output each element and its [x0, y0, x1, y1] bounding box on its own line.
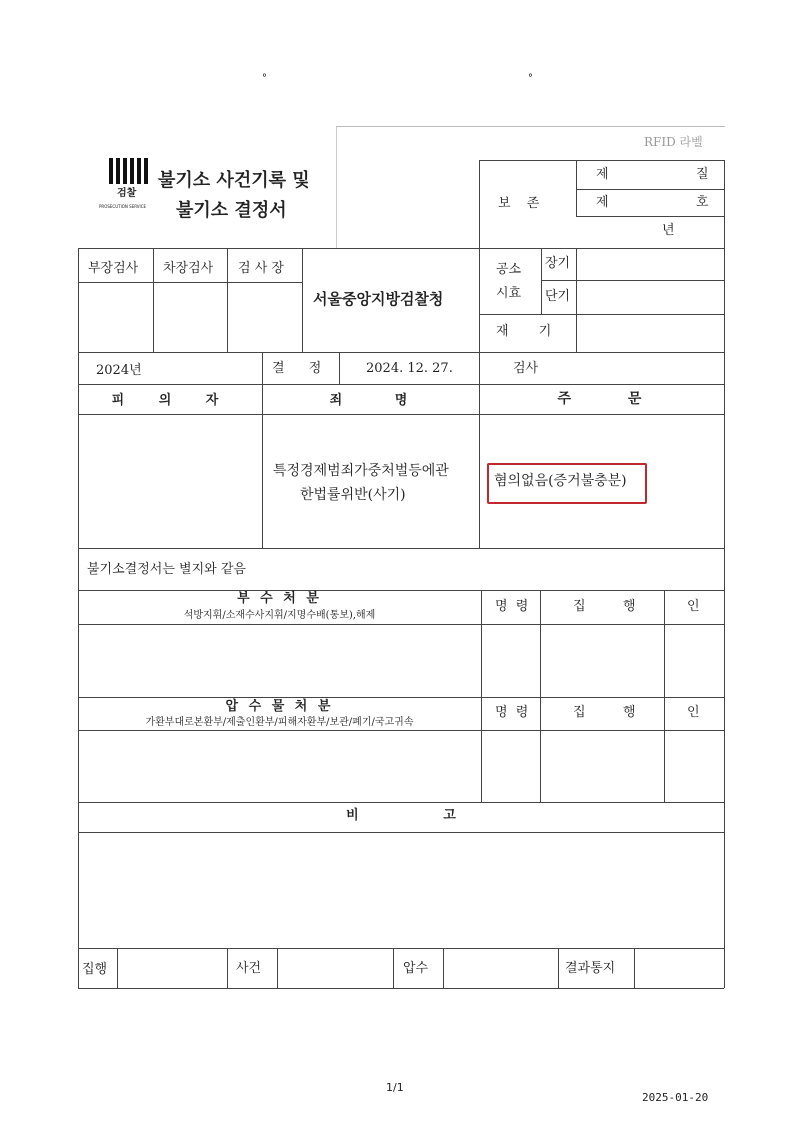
seized-col-exec-1: 집 [573, 705, 586, 720]
approver-chief: 검 사 장 [238, 261, 284, 276]
bottom-execution: 집행 [82, 962, 108, 977]
ancillary-title: 부 수 처 분 [237, 591, 322, 606]
preservation-row3: 년 [662, 223, 675, 238]
top-mark-left: ° [262, 73, 267, 84]
seized-col-order: 명 령 [495, 705, 529, 720]
seized-col-exec-2: 행 [623, 705, 636, 720]
preservation-row2-a: 제 [596, 195, 609, 210]
case-year: 2024년 [96, 363, 142, 378]
remarks-label: 비 고 [346, 808, 456, 823]
form-title-line1: 불기소 사건기록 및 [158, 170, 310, 191]
statute-label-1: 공소 [496, 262, 522, 277]
ancillary-col-seal: 인 [687, 599, 700, 614]
seized-col-seal: 인 [687, 705, 700, 720]
decision-date: 2024. 12. 27. [366, 361, 453, 376]
approver-department-head: 부장검사 [88, 261, 139, 276]
logo-subtext: PROSECUTION SERVICE [99, 204, 147, 209]
bottom-seizure: 압수 [403, 961, 429, 976]
prosecution-logo [106, 156, 152, 210]
separate-sheet-note: 불기소결정서는 별지와 같음 [87, 562, 246, 577]
statute-label-2: 시효 [496, 286, 522, 301]
preservation-row2-b: 호 [696, 195, 709, 210]
bottom-result-notice: 결과통지 [565, 961, 616, 976]
ancillary-col-exec-2: 행 [623, 599, 636, 614]
retrial-label: 재 기 [496, 324, 558, 339]
page-number: 1/1 [386, 1081, 404, 1094]
logo-text: 검찰 [117, 188, 137, 199]
bottom-case: 사건 [236, 961, 262, 976]
disposition-text: 혐의없음(증거불충분) [494, 473, 627, 489]
top-mark-right: ° [528, 73, 533, 84]
preservation-row1-b: 질 [696, 167, 709, 182]
statute-short: 단기 [545, 289, 571, 304]
charge-text-line2: 한법률위반(사기) [300, 487, 406, 503]
seized-title: 압 수 물 처 분 [225, 699, 334, 714]
print-date: 2025-01-20 [642, 1091, 709, 1104]
preservation-label: 보 존 [498, 196, 546, 211]
charge-text-line1: 특정경제범죄가중처벌등에관 [273, 463, 449, 479]
office-name: 서울중앙지방검찰청 [313, 290, 444, 308]
decision-label: 결 정 [272, 361, 328, 376]
header-charge: 죄 명 [329, 393, 412, 408]
prosecutor-label: 검사 [513, 361, 539, 376]
form-title-line2: 불기소 결정서 [176, 200, 287, 221]
ancillary-subtitle: 석방지휘/소재수사지휘/지명수배(통보),해제 [183, 610, 376, 621]
header-suspect: 피 의 자 [111, 393, 229, 408]
preservation-row1-a: 제 [596, 167, 609, 182]
approver-deputy-chief: 차장검사 [163, 261, 214, 276]
seized-subtitle: 가환부대로본환부/제출인환부/피해자환부/보관/폐기/국고귀속 [145, 717, 414, 728]
logo-emblem-icon [106, 156, 152, 186]
ancillary-col-exec-1: 집 [573, 599, 586, 614]
header-disposition: 주 문 [557, 391, 646, 407]
statute-long: 장기 [545, 256, 571, 271]
ancillary-col-order: 명 령 [495, 599, 529, 614]
rfid-label: RFID 라벨 [644, 135, 703, 149]
